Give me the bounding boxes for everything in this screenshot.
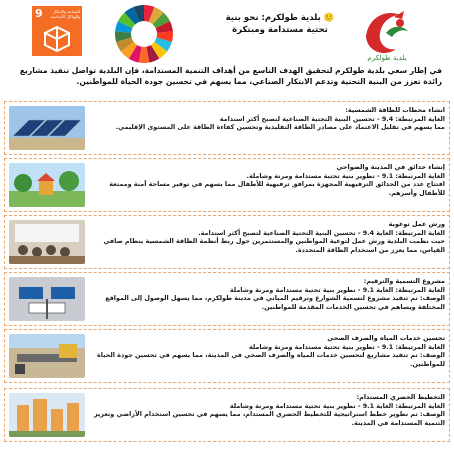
sdg9-label: الصناعة والابتكار والهياكل الأساسية bbox=[50, 9, 80, 19]
card-title: انشاء محطات للطاقة الشمسية: bbox=[345, 106, 445, 114]
workshop-image bbox=[9, 220, 85, 264]
card-title: إنشاء حدائق في المدينة والضواحي bbox=[336, 163, 445, 171]
intro-paragraph: في إطار سعي بلدية طولكرم لتحقيق الهدف التاسع من أهداف التنمية المستدامة، فإن البلدية تواصل تنفيذ مشاريع رائدة تعزز من البنية التحتية وتدعم الابتكار الصناعي، مما يسهم في تحسين جودة الحياة للمواطنين. bbox=[19, 66, 442, 86]
card-title: ورش عمل توعوية bbox=[388, 220, 445, 228]
card-description: حيث نظمت البلدية ورش عمل لتوعية المواطنين والمستثمرين حول ربط أنظمة الطاقة الشمسية بنظام صافي القياس، مما يعزز من استخدام الطاقة المتجددة. bbox=[103, 237, 445, 254]
project-card-street-naming bbox=[4, 272, 450, 326]
municipality-logo bbox=[356, 3, 418, 63]
card-description: الوصف: تم تنفيذ مشروع لتسمية الشوارع وترقيم المباني في مدينة طولكرم، مما يسهل الوصول إلى المواقع المختلفة ويساهم في تحسين الخدمات المقدمة للمواطنين. bbox=[105, 294, 445, 311]
card-goal: الغاية المرتبطة: الغاية 9.1 - تطوير بنية تحتية مستدامة ومرنة وشاملة bbox=[229, 285, 445, 294]
project-card-parks bbox=[4, 158, 450, 212]
card-description: افتتاح عدد من الحدائق الترفيهية المجهزة بمرافق ترفيهية للأطفال مما يسهم في توفير مساحة آمنة وممتعة للأطفال وأسرهم. bbox=[109, 180, 445, 197]
card-goal: الغاية المرتبطة: الغاية 9.4 - تحسين البنية التحتية الصناعية لتصبح أكثر استدامة. bbox=[198, 228, 445, 237]
project-card-water bbox=[4, 329, 450, 383]
water-works-image bbox=[9, 334, 85, 378]
project-card-solar bbox=[4, 101, 450, 155]
project-card-workshops bbox=[4, 215, 450, 269]
card-title: تحسين خدمات المياه والصرف الصحي bbox=[327, 334, 445, 342]
project-card-urban-planning bbox=[4, 388, 450, 442]
park-image bbox=[9, 163, 85, 207]
card-goal: الغاية المرتبطة: الغاية 9.1 - تطوير بنية تحتية مستدامة ومرنة وشاملة bbox=[229, 401, 445, 410]
page-title: 🙂 بلدية طولكرم: نحو بنية تحتية مستدامة ومبتكرة bbox=[225, 13, 335, 35]
urban-planning-image bbox=[9, 393, 85, 437]
card-description: الوصف: تم تنفيذ مشاريع لتحسين خدمات المياه والصرف الصحي في المدينة، مما يسهم في تحسين جودة الحياة للمواطنين. bbox=[96, 351, 445, 368]
solar-panels-image bbox=[9, 106, 85, 150]
sdg9-number: 9 bbox=[35, 7, 43, 20]
header bbox=[0, 0, 454, 66]
cube-icon bbox=[42, 24, 72, 54]
card-description: مما يسهم في تقليل الاعتماد على مصادر الطاقة التقليدية وتحسين كفاءة الطاقة على المستوى الإقليمي. bbox=[115, 123, 445, 132]
card-goal: الغاية المرتبطة: 9.4 - تحسين البنية التحتية الصناعية لتصبح أكثر استدامة bbox=[219, 114, 445, 123]
card-title: التخطيط الحضري المستدام: bbox=[356, 393, 445, 401]
sdg-wheel-logo bbox=[114, 4, 174, 64]
card-title: مشروع التسمية والترقيم: bbox=[363, 277, 445, 285]
street-signs-image bbox=[9, 277, 85, 321]
sdg9-badge bbox=[32, 6, 82, 56]
logo-text: بلدية طولكرم bbox=[367, 54, 407, 62]
card-description: الوصف: تم تطوير خطط استراتيجية للتخطيط الحضري المستدام، مما يسهم في تحسين استخدام الأراضي وتعزيز التنمية المستدامة في المدينة. bbox=[93, 410, 445, 427]
card-goal: الغاية المرتبطة: 9.1 - تطوير بنية تحتية مستدامة ومرنة وشاملة bbox=[248, 342, 445, 351]
card-goal: الغاية المرتبطة: 9.1 - تطوير بنية تحتية مستدامة ومرنة وشاملة. bbox=[246, 171, 445, 180]
